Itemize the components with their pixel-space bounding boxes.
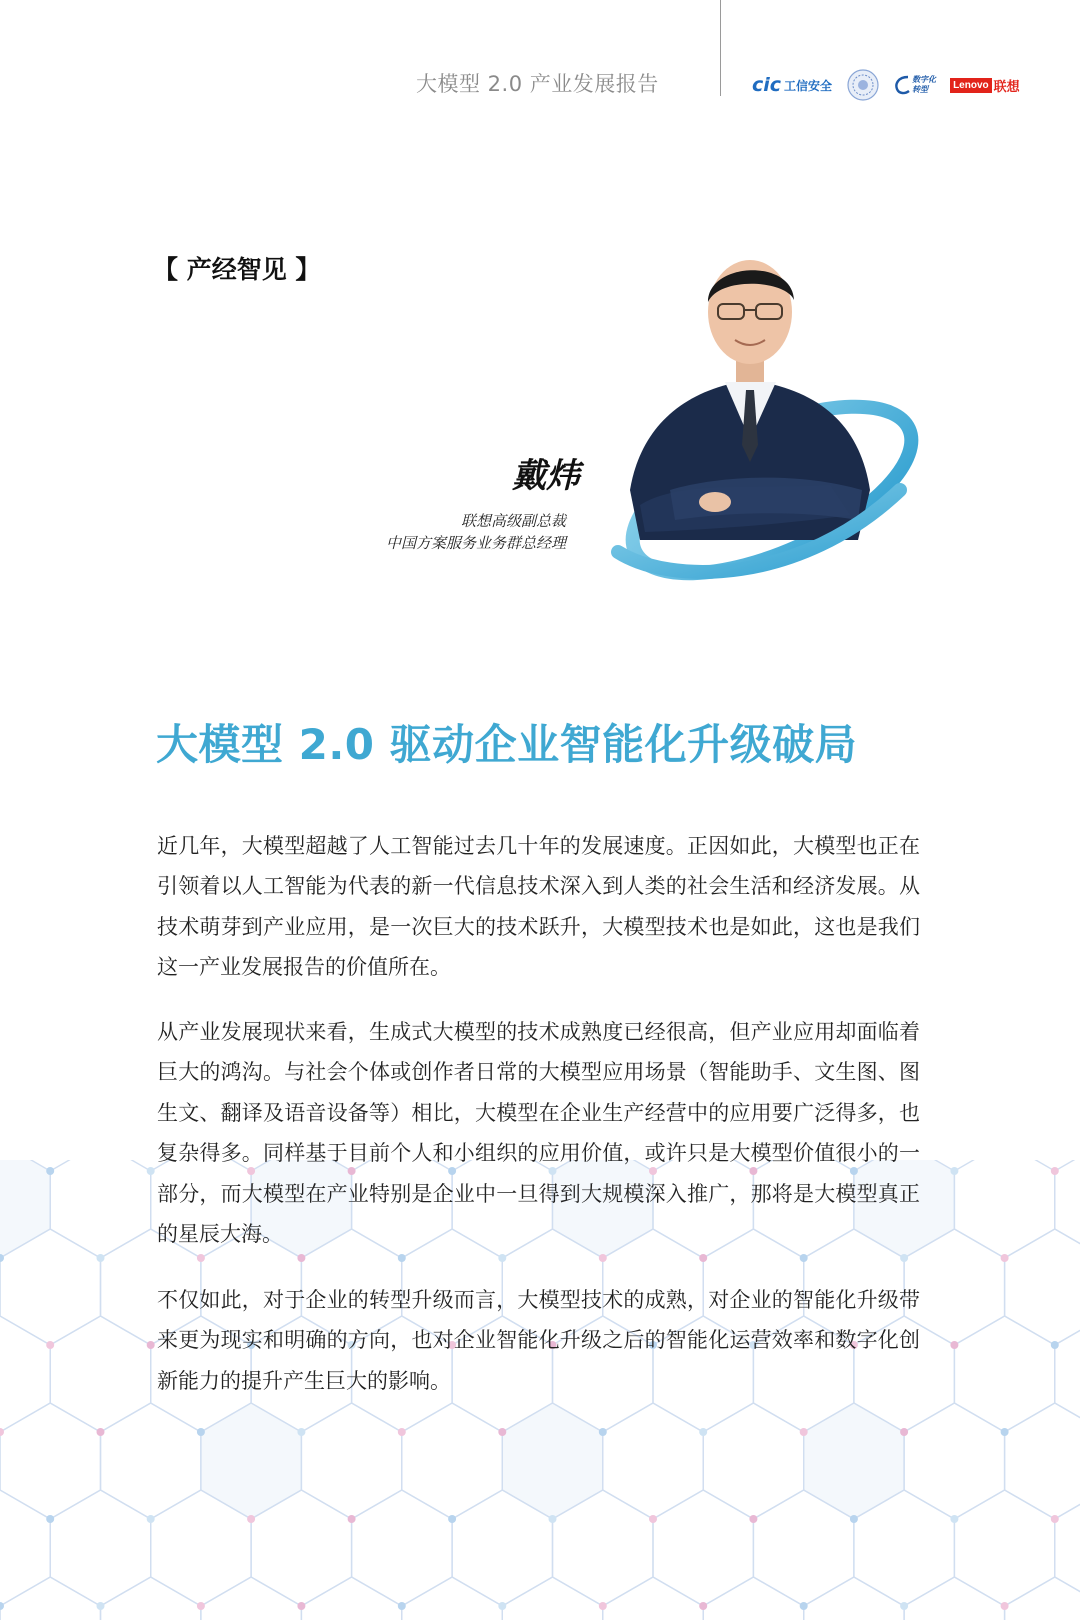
hexagon-cell xyxy=(50,1160,151,1258)
cic-text: 工信安全 xyxy=(784,78,833,93)
hexagon-cell xyxy=(1005,1403,1080,1519)
hexagon-cell xyxy=(954,1490,1054,1606)
network-node xyxy=(599,1602,607,1610)
network-node xyxy=(549,1515,557,1523)
network-node xyxy=(0,1428,4,1436)
network-node xyxy=(247,1515,255,1523)
hexagon-cell xyxy=(101,1403,201,1519)
network-node xyxy=(950,1167,958,1175)
cic-logo xyxy=(752,74,832,96)
network-node xyxy=(950,1341,958,1349)
lenovo-cn-text: 联想 xyxy=(993,79,1020,95)
network-node xyxy=(398,1254,406,1262)
hexagon-cell xyxy=(301,1403,401,1519)
header-divider xyxy=(720,0,721,96)
network-node xyxy=(1001,1254,1009,1262)
network-node xyxy=(749,1515,757,1523)
article-headline: 大模型 2.0 驱动企业智能化升级破局 xyxy=(156,720,858,769)
network-node xyxy=(348,1515,356,1523)
digital-transformation-logo xyxy=(894,74,936,96)
network-node xyxy=(197,1602,205,1610)
hexagon-cell xyxy=(50,1490,151,1606)
network-node xyxy=(498,1254,506,1262)
hexagon-cell xyxy=(703,1403,804,1519)
network-node xyxy=(398,1602,406,1610)
hexagon-cell xyxy=(904,1577,1005,1620)
report-title: 大模型 2.0 产业发展报告 xyxy=(416,72,659,96)
hexagon-cell xyxy=(0,1577,101,1620)
network-node xyxy=(297,1602,305,1610)
network-node xyxy=(297,1428,305,1436)
network-node xyxy=(950,1515,958,1523)
hexagon-cell xyxy=(402,1403,503,1519)
hexagon-cell xyxy=(1055,1160,1080,1258)
hexagon-cell xyxy=(301,1577,401,1620)
network-node xyxy=(398,1428,406,1436)
cic-mark: cic xyxy=(752,74,782,96)
hexagon-cell xyxy=(352,1490,453,1606)
digital-logo-line1: 数字化 xyxy=(912,75,937,84)
column-tag: 【 产经智见 】 xyxy=(153,255,321,284)
network-node xyxy=(0,1602,4,1610)
network-node xyxy=(699,1602,707,1610)
body-paragraph-1: 近几年，大模型超越了人工智能过去几十年的发展速度。正因如此，大模型也正在引领着以人工智能为代表的新一代信息技术深入到人类的社会生活和经济发展。从技术萌芽到产业应用，是一次巨大的技术跃升，大模型技术也是如此，这也是我们这一产业发展报告的价值所在。 xyxy=(157,834,920,980)
hexagon-cell xyxy=(101,1577,201,1620)
lenovo-logo xyxy=(950,76,1020,95)
lenovo-wordmark: Lenovo xyxy=(950,78,992,93)
network-node xyxy=(900,1602,908,1610)
network-node xyxy=(97,1602,105,1610)
network-node xyxy=(1051,1515,1059,1523)
network-node xyxy=(498,1428,506,1436)
hexagon-cell xyxy=(904,1403,1005,1519)
person-title-line2: 中国方案服务业务群总经理 xyxy=(385,534,566,552)
network-node xyxy=(147,1515,155,1523)
network-node xyxy=(297,1254,305,1262)
network-node xyxy=(1001,1602,1009,1610)
network-node xyxy=(699,1428,707,1436)
person-title-line1: 联想高级副总裁 xyxy=(460,512,566,530)
hexagon-cell xyxy=(954,1316,1054,1432)
swoosh-icon xyxy=(894,74,910,96)
hexagon-cell xyxy=(653,1490,753,1606)
hexagon-cell xyxy=(1005,1229,1080,1345)
network-node xyxy=(800,1602,808,1610)
network-node xyxy=(649,1515,657,1523)
network-node xyxy=(147,1167,155,1175)
hexagon-cell xyxy=(201,1577,302,1620)
network-node xyxy=(900,1428,908,1436)
network-node xyxy=(800,1428,808,1436)
network-node xyxy=(850,1515,858,1523)
network-node xyxy=(97,1428,105,1436)
hexagon-cell xyxy=(703,1577,804,1620)
hexagon-cell xyxy=(603,1403,703,1519)
seal-emblem-icon xyxy=(846,68,880,102)
executive-portrait xyxy=(600,240,930,600)
partner-logos xyxy=(752,68,1020,102)
network-node xyxy=(197,1428,205,1436)
hexagon-cell xyxy=(1005,1577,1080,1620)
digital-logo-line2: 转型 xyxy=(912,85,929,94)
body-paragraph-2: 从产业发展现状来看，生成式大模型的技术成熟度已经很高，但产业应用却面临着巨大的鸿沟。与社会个体或创作者日常的大模型应用场景（智能助手、文生图、图生文、翻译及语音设备等）相比，大模型在企业生产经营中的应用要广泛得多，也复杂得多。同样基于目前个人和小组织的应用价值，或许只是大模型价值很小的一部分，而大模型在产业特别是企业中一旦得到大规模深入推广，那将是大模型真正的星辰大海。 xyxy=(157,1020,920,1247)
network-node xyxy=(1001,1428,1009,1436)
network-node xyxy=(599,1428,607,1436)
network-node xyxy=(46,1167,54,1175)
hexagon-cell xyxy=(804,1403,904,1519)
network-node xyxy=(1051,1341,1059,1349)
network-node xyxy=(147,1341,155,1349)
network-node xyxy=(197,1254,205,1262)
network-node xyxy=(1051,1167,1059,1175)
network-node xyxy=(498,1602,506,1610)
hexagon-cell xyxy=(0,1316,50,1432)
hexagon-cell xyxy=(954,1160,1054,1258)
hexagon-cell xyxy=(50,1316,151,1432)
hexagon-cell xyxy=(402,1577,503,1620)
hexagon-cell xyxy=(201,1403,302,1519)
hexagon-cell xyxy=(804,1577,904,1620)
network-node xyxy=(46,1341,54,1349)
hexagon-cell xyxy=(502,1577,603,1620)
network-node xyxy=(46,1515,54,1523)
hexagon-cell xyxy=(502,1403,603,1519)
body-paragraph-3: 不仅如此，对于企业的转型升级而言，大模型技术的成熟，对企业的智能化升级带来更为现实和明确的方向，也对企业智能化升级之后的智能化运营效率和数字化创新能力的提升产生巨大的影响。 xyxy=(157,1288,920,1393)
hexagon-cell xyxy=(0,1490,50,1606)
network-node xyxy=(800,1254,808,1262)
person-name: 戴炜 xyxy=(512,456,580,496)
network-node xyxy=(448,1515,456,1523)
hexagon-cell xyxy=(0,1403,101,1519)
network-node xyxy=(900,1254,908,1262)
hexagon-cell xyxy=(603,1577,703,1620)
network-node xyxy=(599,1254,607,1262)
network-node xyxy=(97,1254,105,1262)
network-node xyxy=(699,1254,707,1262)
